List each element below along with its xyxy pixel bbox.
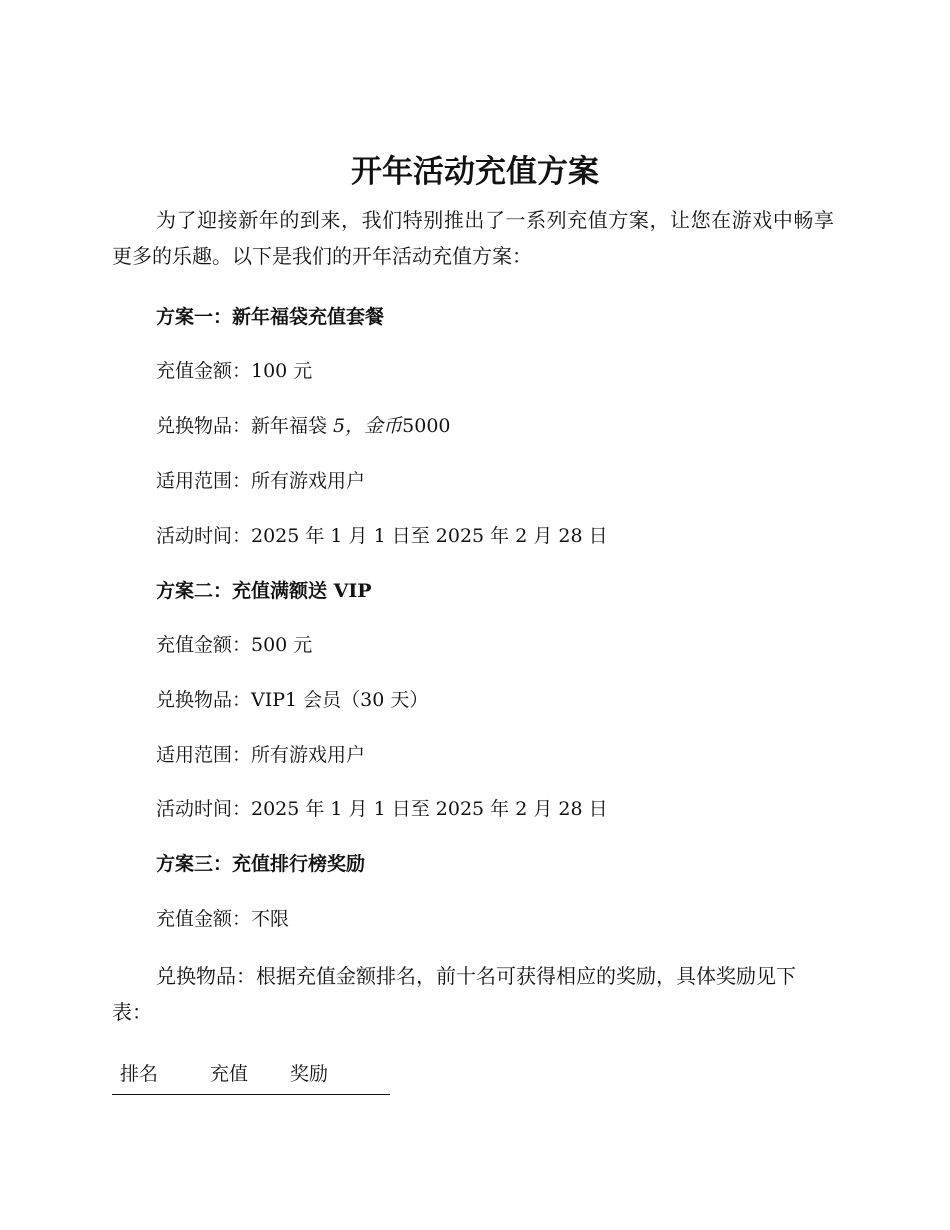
table-header-recharge: 充值 — [202, 1060, 282, 1095]
table-header-rank: 排名 — [112, 1060, 202, 1095]
plan1-items — [156, 412, 451, 440]
table-header-reward: 奖励 — [282, 1060, 390, 1095]
reward-table — [112, 1060, 390, 1095]
plan3-items: 兑换物品：根据充值金额排名，前十名可获得相应的奖励，具体奖励见下表： — [112, 964, 796, 1024]
plan2-time: 活动时间：2025 年 1 月 1 日至 2025 年 2 月 28 日 — [156, 798, 608, 820]
plan1-time: 活动时间：2025 年 1 月 1 日至 2025 年 2 月 28 日 — [156, 525, 608, 547]
intro-paragraph: 为了迎接新年的到来，我们特别推出了一系列充值方案，让您在游戏中畅享更多的乐趣。以下是我们的开年活动充值方案： — [112, 208, 834, 268]
plan1-items-suffix: 5000 — [402, 415, 451, 437]
plan1-items-prefix: 兑换物品：新年福袋 — [156, 415, 334, 437]
plan1-amount: 充值金额：100 元 — [156, 360, 313, 382]
plan1-items-italic: 5，金币 — [333, 415, 403, 437]
plan3-amount: 充值金额：不限 — [156, 908, 290, 930]
plan2-heading: 方案二：充值满额送 VIP — [156, 580, 372, 602]
table-header-row — [112, 1060, 390, 1095]
plan2-scope: 适用范围：所有游戏用户 — [156, 744, 366, 766]
document-title: 开年活动充值方案 — [351, 154, 599, 190]
plan2-items: 兑换物品：VIP1 会员（30 天） — [156, 689, 429, 711]
plan1-scope: 适用范围：所有游戏用户 — [156, 470, 366, 492]
plan2-amount: 充值金额：500 元 — [156, 634, 313, 656]
plan1-heading: 方案一：新年福袋充值套餐 — [156, 306, 385, 328]
plan3-heading: 方案三：充值排行榜奖励 — [156, 853, 366, 875]
